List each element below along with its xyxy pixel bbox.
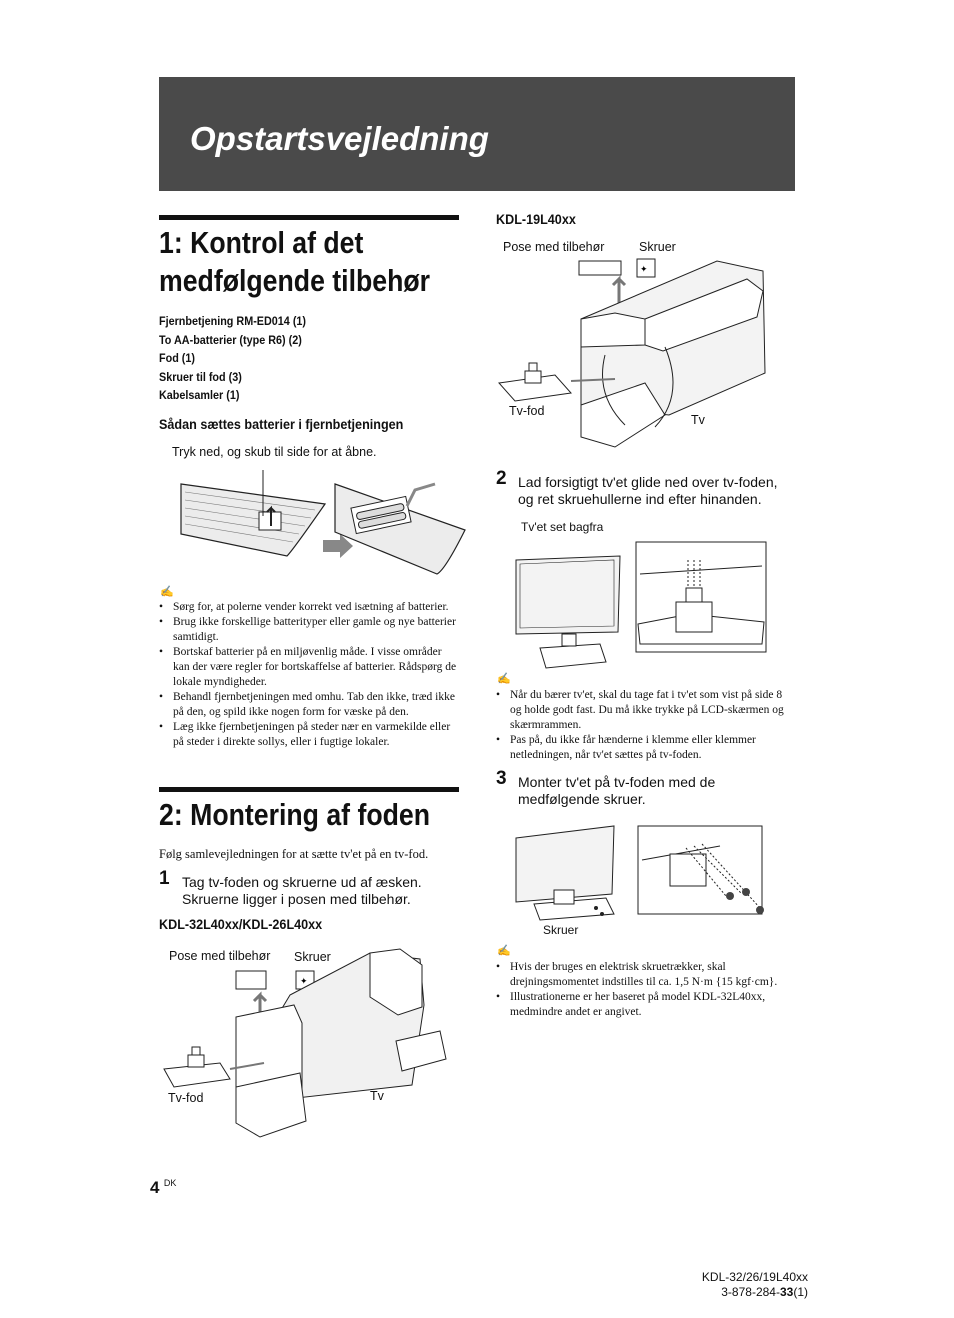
step3-number: 3 — [496, 768, 507, 789]
fig-b-stand-label: Tv-fod — [509, 404, 545, 418]
note-icon: ✍ — [160, 586, 174, 598]
fig2-label: Tv'et set bagfra — [521, 520, 604, 534]
unboxing-illustration-b — [495, 255, 785, 455]
section2-heading: 2: Montering af foden — [159, 797, 431, 832]
step3-text: Monter tv'et på tv-foden med de medfølgende skruer. — [518, 774, 716, 807]
fig-b-screws-label: Skruer — [639, 240, 676, 254]
step2-notes — [496, 688, 794, 763]
step1-number: 1 — [159, 868, 170, 889]
note-icon: ✍ — [497, 673, 511, 685]
fig-a-stand-label: Tv-fod — [168, 1091, 204, 1105]
fig-b-tv-label: Tv — [691, 413, 705, 427]
fig3-label: Skruer — [543, 923, 579, 937]
battery-notes — [159, 600, 459, 750]
list-item: • Illustrationerne er her baseret på model KDL-32L40xx, medmindre andet er angivet. — [496, 990, 794, 1020]
step3-notes — [496, 960, 794, 1020]
list-item: Kabelsamler (1) — [159, 388, 240, 402]
list-item: • Hvis der bruges en elektrisk skruetrækker, skal drejningsmomentet indstilles til ca. 1,5 N·m {15 kgf·cm}. — [496, 960, 794, 990]
step2-number: 2 — [496, 468, 507, 489]
section1-heading: 1: Kontrol af det medfølgende tilbehør — [159, 225, 431, 298]
accessory-list — [159, 312, 306, 405]
list-item: Fod (1) — [159, 351, 195, 365]
fig-a-tv-label: Tv — [370, 1089, 384, 1103]
model-b-heading: KDL-19L40xx — [496, 211, 576, 227]
list-item: • Behandl fjernbetjeningen med omhu. Tab den ikke, træd ikke på den, og spild ikke nogen form for væske på den. — [159, 690, 459, 720]
list-item: To AA-batterier (type R6) (2) — [159, 332, 302, 347]
list-item: • Bortskaf batterier på en miljøvenlig måde. I visse områder kan der være regler for bortskaffelse af batterier. Rådspørg de lokale myndigheder. — [159, 645, 459, 690]
page-title: Opstartsvejledning — [190, 120, 489, 157]
tv-screw-illustration — [510, 822, 770, 932]
battery-heading: Sådan sættes batterier i fjernbetjeningen — [159, 416, 404, 432]
step2-text: Lad forsigtigt tv'et glide ned over tv-foden, og ret skruehullerne ind efter hinanden. — [518, 474, 778, 507]
battery-instruction: Tryk ned, og skub til side for at åbne. — [172, 445, 377, 459]
svg-text:✦: ✦ — [640, 264, 648, 274]
section2-rule — [159, 787, 459, 792]
tv-back-illustration — [510, 540, 770, 670]
fig-a-screws-label: Skruer — [294, 950, 331, 964]
page-number: 4 $^{DK}$ — [150, 1178, 177, 1197]
list-item: • Brug ikke forskellige batterityper eller gamle og nye batterier samtidigt. — [159, 615, 459, 645]
section2-intro: Følg samlevejledningen for at sætte tv'et på en tv-fod. — [159, 847, 429, 861]
list-item: Skruer til fod (3) — [159, 369, 242, 384]
section1-rule — [159, 215, 459, 220]
svg-text:✦: ✦ — [300, 976, 308, 986]
unboxing-illustration-a — [160, 945, 460, 1145]
list-item: • Sørg for, at polerne vender korrekt ved isætning af batterier. — [159, 600, 459, 615]
model-a-heading: KDL-32L40xx/KDL-26L40xx — [159, 916, 323, 932]
remote-battery-illustration — [175, 470, 475, 580]
step1-text: Tag tv-foden og skruerne ud af æsken. Skruerne ligger i posen med tilbehør. — [182, 874, 422, 907]
list-item: • Når du bærer tv'et, skal du tage fat i tv'et som vist på side 8 og holde godt fast. Du må ikke trykke på LCD-skærmen og skærmrammen. — [496, 688, 794, 733]
list-item: • Pas på, du ikke får hænderne i klemme eller klemmer netledningen, når tv'et sættes på tv-foden. — [496, 733, 794, 763]
fig-b-bag-label: Pose med tilbehør — [503, 240, 605, 254]
fig-a-bag-label: Pose med tilbehør — [169, 949, 271, 963]
note-icon: ✍ — [497, 945, 511, 957]
list-item: • Læg ikke fjernbetjeningen på steder nær en varmekilde eller på steder i direkte sollys, eller i fugtige lokaler. — [159, 720, 459, 750]
model-code: KDL-32/26/19L40xx 3-878-284-33(1) — [701, 1270, 808, 1299]
list-item: Fjernbetjening RM-ED014 (1) — [159, 314, 307, 328]
